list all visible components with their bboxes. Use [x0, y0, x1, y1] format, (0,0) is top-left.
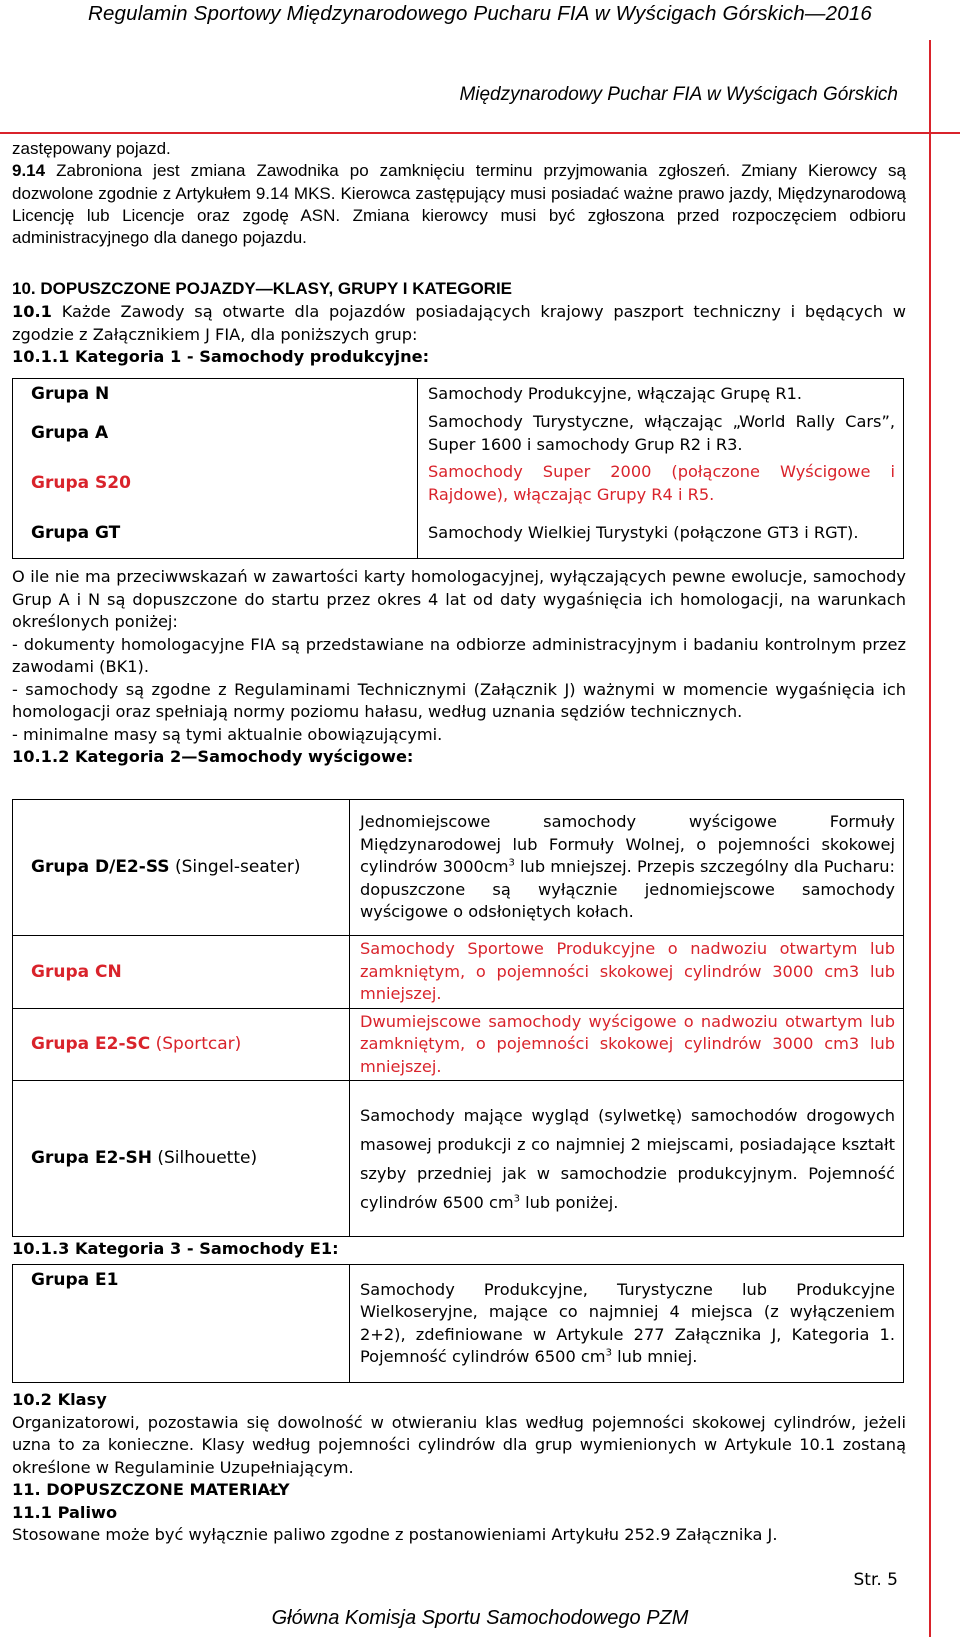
paragraph-text: Każde Zawody są otwarte dla pojazdów posiadających krajowy paszport techniczny i będących w zgodzie z Załącznikiem J FIA, dla poniższych grup:: [12, 302, 906, 344]
desc-text: lub mniejszej. Przepis szczególny dla Pucharu: dopuszczone są wyłącznie jednomiejscowe samochody wyścigowe o odsłoniętych kołach.: [360, 857, 895, 922]
heading-text: 10.2 Klasy: [12, 1390, 107, 1409]
heading-text: 11. DOPUSZCZONE MATERIAŁY: [12, 1480, 290, 1499]
group-cell: [13, 1265, 350, 1383]
superscript: 3: [513, 1193, 520, 1205]
note-paragraph: - samochody są zgodne z Regulaminami Technicznymi (Załącznik J) ważnymi w momencie wygaśnięcia ich homologacji oraz spełniają normy poziomu hałasu, według uznania sędziów technicznych.: [12, 679, 906, 721]
heading-text: 10.1.2 Kategoria 2—Samochody wyścigowe:: [12, 747, 414, 766]
note-paragraph: - minimalne masy są tymi aktualnie obowiązującymi.: [12, 724, 443, 744]
group-suffix: (Silhouette): [151, 1148, 258, 1169]
section-10-heading: [12, 278, 906, 301]
note-paragraph: O ile nie ma przeciwwskazań w zawartości karty homologacyjnej, wyłączających pewne ewolucje, samochody Grup A i N są dopuszczone do startu przez okres 4 lat od daty wygaśnięcia ich homologacji, na warunkach określonych poniżej:: [12, 567, 906, 631]
table-row: [13, 509, 904, 559]
category-2-heading: [12, 746, 906, 769]
group-name: Grupa GT: [31, 523, 121, 543]
group-name: Grupa D/E2-SS: [31, 857, 170, 878]
desc-cell: Samochody Super 2000 (połączone Wyścigowe i Rajdowe), włączając Grupy R4 i R5.: [418, 459, 904, 509]
paragraph-10-2: Organizatorowi, pozostawia się dowolność w otwieraniu klas według pojemności skokowej cylindrów, jeżeli uzna to za konieczne. Klasy według pojemności cylindrów dla grup wymienionych w Artykule 10.1 zostaną określone w Regulaminie Uzupełniającym.: [12, 1412, 906, 1477]
page-number: Str. 5: [853, 1570, 898, 1590]
heading-text: 10. DOPUSZCZONE POJAZDY—KLASY, GRUPY I KATEGORIE: [12, 279, 513, 298]
document-subtitle: Międzynarodowy Puchar FIA w Wyścigach Górskich: [459, 84, 898, 105]
note-paragraph: - dokumenty homologacyjne FIA są przedstawiane na odbiorze administracyjnym i badaniu kontrolnym przez zawodami (BK1).: [12, 634, 906, 676]
group-cell: [13, 1008, 350, 1081]
paragraph-text: Zabroniona jest zmiana Zawodnika po zamknięciu terminu przyjmowania zgłoszeń. Zmiany Kierowcy są dozwolone zgodnie z Artykułem 9.14 MKS. Kierowca zastępujący musi posiadać ważne prawo jazdy, Międzynarodową Licencję lub Licencje oraz zgodę ASN. Zmiana kierowcy musi być zgłoszona przed rozpoczęciem odbioru administracyjnego dla danego pojazdu.: [12, 161, 906, 248]
desc-cell: [350, 800, 904, 936]
desc-cell: Samochody Turystyczne, włączając „World Rally Cars”, Super 1600 i samochody Grup R2 i R3.: [418, 409, 904, 459]
desc-cell: Samochody Sportowe Produkcyjne o nadwoziu otwartym lub zamkniętym, o pojemności skokowej cylindrów 3000 cm3 lub mniejszej.: [350, 936, 904, 1009]
paragraph-number: 10.1: [12, 302, 52, 321]
paragraph-10-2-heading: [12, 1389, 906, 1412]
heading-text: 10.1.1 Kategoria 1 - Samochody produkcyjne:: [12, 347, 430, 366]
category-1-notes: [12, 566, 906, 769]
table-row: [13, 800, 904, 936]
category-3-table: [12, 1264, 904, 1383]
group-cell: [13, 379, 418, 409]
intro-block: [12, 138, 906, 249]
group-name: Grupa E1: [31, 1270, 119, 1290]
paragraph-number: 9.14: [12, 161, 46, 181]
desc-cell: [350, 1265, 904, 1383]
table-row: [13, 459, 904, 509]
group-cell: [13, 1081, 350, 1237]
desc-text: lub poniżej.: [519, 1192, 619, 1212]
paragraph-11-1: Stosowane może być wyłącznie paliwo zgodne z postanowieniami Artykułu 252.9 Załącznika J.: [12, 1525, 778, 1544]
group-suffix: (Singel-seater): [169, 857, 301, 878]
paragraph-10-1-block: [12, 301, 906, 369]
heading-text: 11.1 Paliwo: [12, 1502, 118, 1522]
superscript: 3: [605, 1347, 612, 1359]
paragraph-9-14: [12, 160, 906, 249]
section-10-heading-block: [12, 278, 906, 301]
paragraph-10-1: [12, 301, 906, 346]
group-name: Grupa S20: [31, 473, 131, 494]
section-11-heading: [12, 1479, 906, 1502]
heading-text: 10.1.3 Kategoria 3 - Samochody E1:: [12, 1239, 339, 1258]
category-3-heading-block: [12, 1238, 906, 1261]
group-name: Grupa N: [31, 383, 110, 404]
group-name: Grupa A: [31, 423, 109, 444]
desc-text: lub mniej.: [611, 1347, 698, 1366]
desc-cell: Samochody Wielkiej Turystyki (połączone GT3 i RGT).: [418, 509, 904, 559]
document-title: Regulamin Sportowy Międzynarodowego Pucharu FIA w Wyścigach Górskich—2016: [87, 2, 873, 25]
table-row: [13, 1008, 904, 1081]
group-cell: [13, 409, 418, 459]
table-row: [13, 1265, 904, 1383]
category-1-heading: [12, 346, 906, 369]
paragraph-11-1-heading: [12, 1502, 906, 1525]
intro-line: zastępowany pojazd.: [12, 139, 171, 158]
group-name: Grupa E2-SC: [31, 1034, 151, 1054]
header-horizontal-rule: [0, 132, 960, 134]
category-2-table: [12, 799, 904, 1237]
final-sections: [12, 1389, 906, 1547]
group-cell: [13, 936, 350, 1009]
header-vertical-rule: [929, 40, 931, 1637]
superscript: 3: [508, 857, 515, 869]
group-suffix: (Sportcar): [150, 1034, 242, 1054]
table-row: [13, 379, 904, 409]
footer-organization: Główna Komisja Sportu Samochodowego PZM: [271, 1607, 689, 1629]
desc-cell: [350, 1081, 904, 1237]
group-cell: [13, 509, 418, 559]
category-3-heading: [12, 1238, 906, 1261]
table-row: [13, 936, 904, 1009]
group-cell: [13, 459, 418, 509]
table-row: [13, 1081, 904, 1237]
desc-text: Samochody mające wygląd (sylwetkę) samochodów drogowych masowej produkcji z co najmniej 2 miejscami, posiadające kształt szyby przedniej jak w samochodzie produkcyjnym. Pojemność cylindrów 6500 cm: [360, 1105, 895, 1212]
group-cell: [13, 800, 350, 936]
desc-cell: Dwumiejscowe samochody wyścigowe o nadwoziu otwartym lub zamkniętym, o pojemności skokowej cylindrów 3000 cm3 lub mniejszej.: [350, 1008, 904, 1081]
category-1-table: [12, 378, 904, 559]
desc-text: Jednomiejscowe samochody wyścigowe Formuły Międzynarodowej lub Formuły Wolnej, o pojemności skokowej cylindrów 3000cm: [360, 812, 895, 877]
group-name: Grupa E2-SH: [31, 1148, 152, 1169]
desc-cell: Samochody Produkcyjne, włączając Grupę R1.: [418, 379, 904, 409]
desc-text: Samochody Produkcyjne, Turystyczne lub Produkcyjne Wielkoseryjne, mające co najmniej 4 miejsca (z wyłączeniem 2+2), zdefiniowane w Artykule 277 Załącznika J, Kategoria 1. Pojemność cylindrów 6500 cm: [360, 1279, 895, 1366]
group-name: Grupa CN: [31, 961, 122, 982]
table-row: [13, 409, 904, 459]
